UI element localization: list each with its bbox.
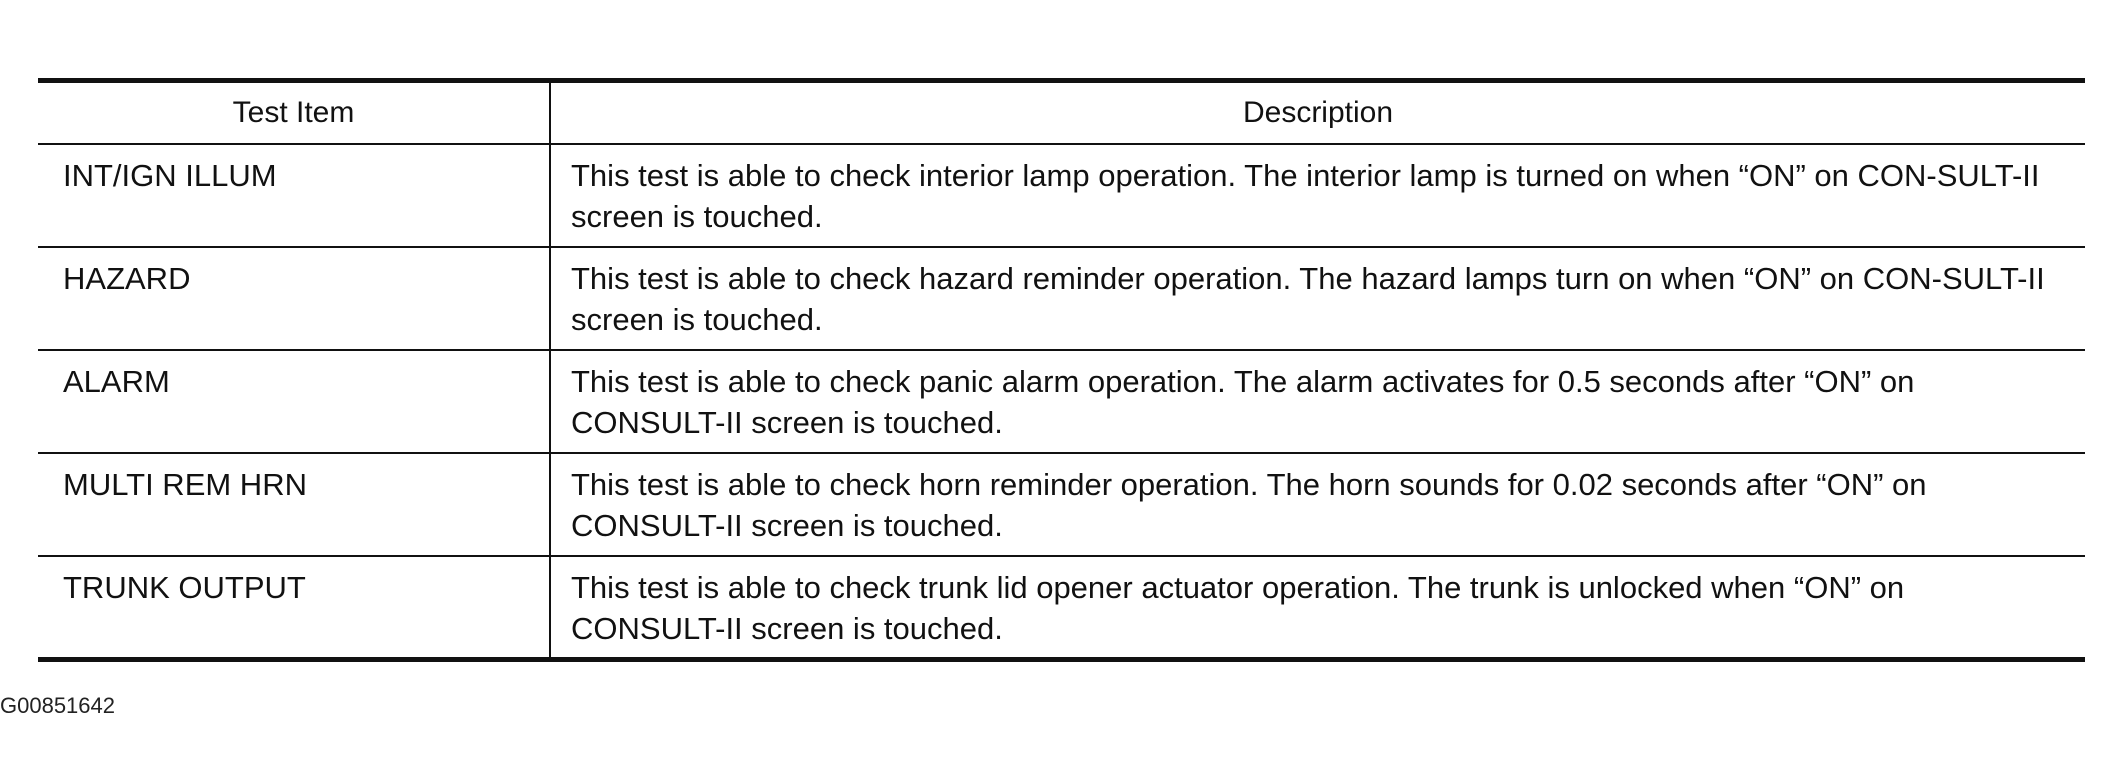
description-cell: This test is able to check trunk lid opener actuator operation. The trunk is unlocked when “ON” on CONSULT-II screen is touched.: [571, 570, 1905, 646]
table-row: [38, 350, 2085, 453]
column-header-test-item: Test Item: [38, 81, 550, 145]
description-cell: This test is able to check hazard reminder operation. The hazard lamps turn on when “ON” on CON-SULT-II screen is touched.: [550, 247, 2085, 350]
table-row: [38, 144, 2085, 247]
table-row: [38, 453, 2085, 556]
active-test-table: [38, 78, 2085, 662]
test-item-cell: INT/IGN ILLUM: [38, 144, 550, 247]
test-item-cell: MULTI REM HRN: [38, 453, 550, 556]
description-cell: This test is able to check interior lamp operation. The interior lamp is turned on when “ON” on CON-SULT-II screen is touched.: [550, 144, 2085, 247]
test-item-cell: ALARM: [38, 350, 550, 453]
table-row: [38, 247, 2085, 350]
column-header-description: Description: [550, 81, 2085, 145]
test-item-cell: HAZARD: [38, 247, 550, 350]
figure-id: G00851642: [0, 693, 115, 718]
description-cell: This test is able to check horn reminder operation. The horn sounds for 0.02 seconds after “ON” on CONSULT-II screen is touched.: [550, 453, 2085, 556]
table-header-row: [38, 81, 2085, 145]
description-cell: This test is able to check panic alarm operation. The alarm activates for 0.5 seconds after “ON” on CONSULT-II screen is touched.: [550, 350, 2085, 453]
test-item-cell: TRUNK OUTPUT: [38, 556, 550, 659]
table-row: [38, 556, 2085, 659]
